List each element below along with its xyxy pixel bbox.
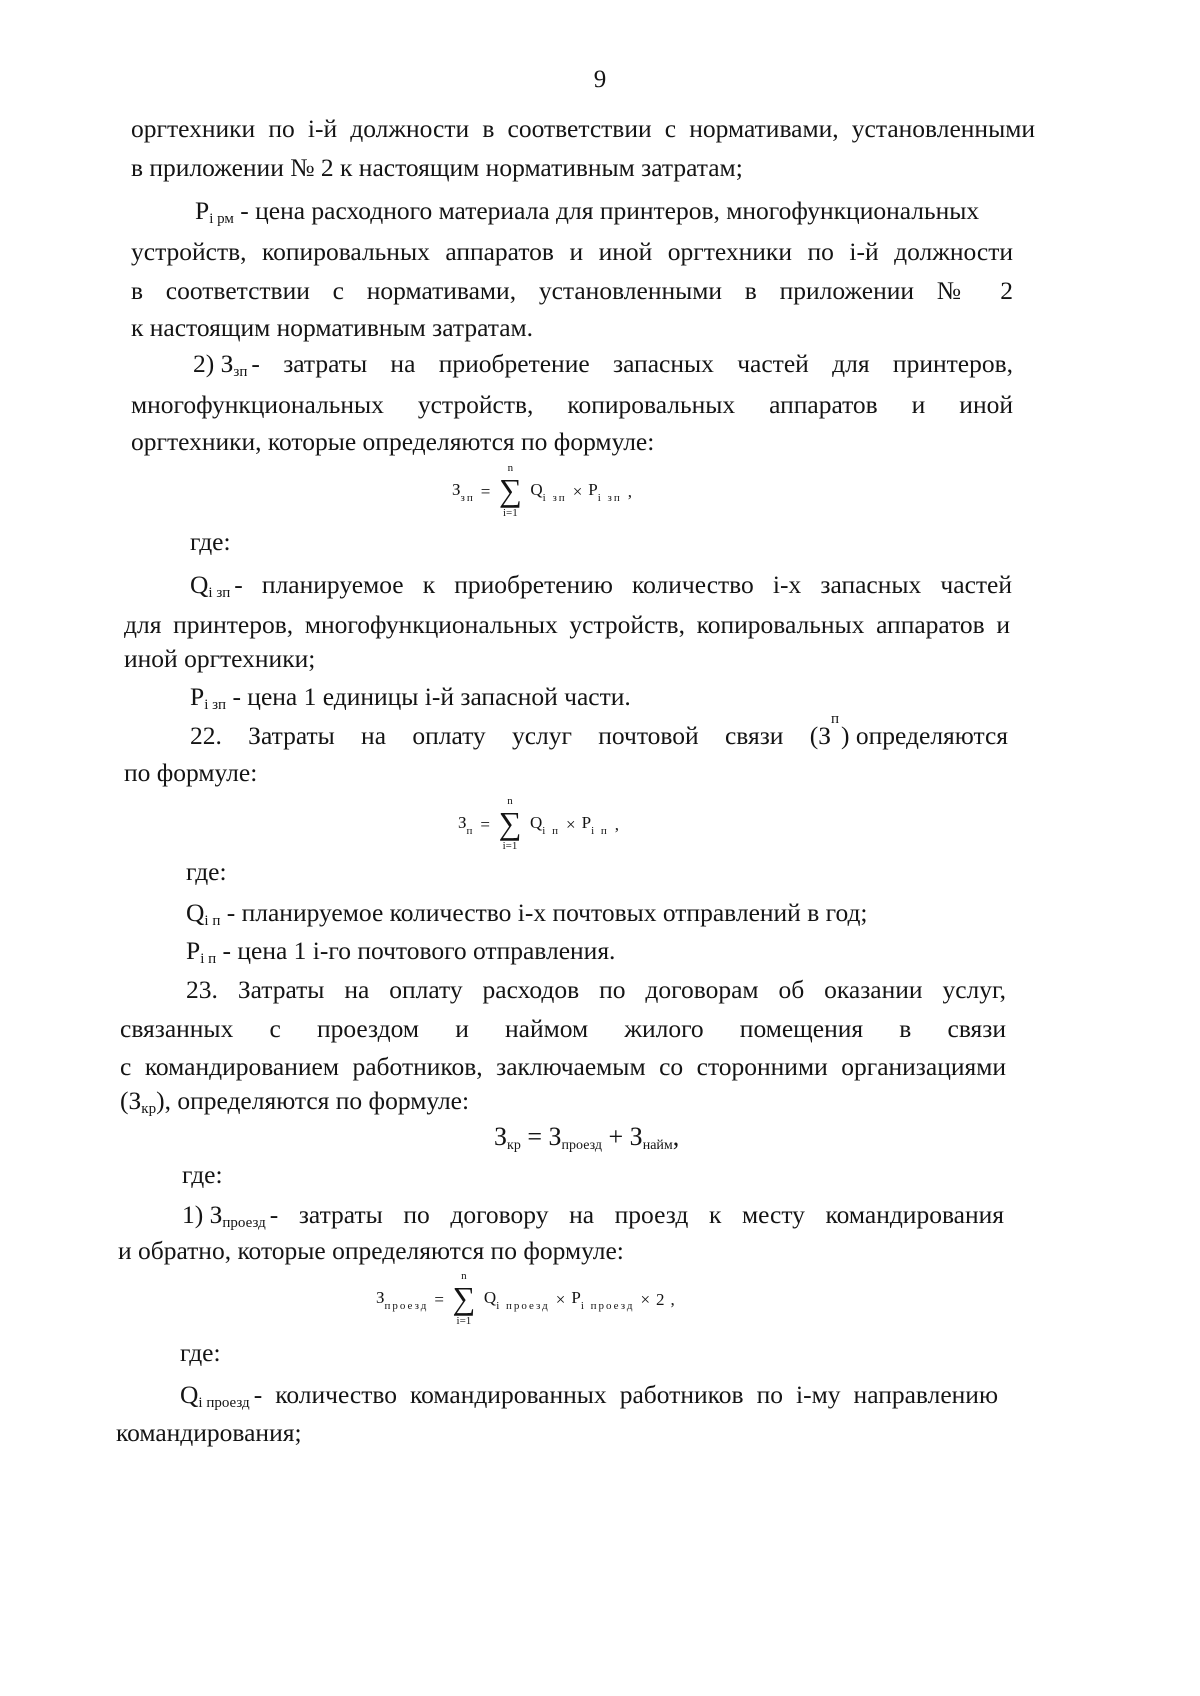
text-line: где: [186, 857, 227, 886]
formula-travel: $З_{проезд}$ = n ∑ i=1 $Q_{i проезд}$ × $P_{i проезд}$ × 2 , [376, 1270, 675, 1330]
text-line: где: [182, 1160, 223, 1189]
text-line: $P_{i п}$ - цена 1 i-го почтового отправления. [186, 936, 616, 967]
page-number: 9 [593, 66, 607, 93]
text-line: 23. Затраты на оплату расходов по договорам об оказании услуг, [186, 975, 1006, 1004]
formula-spare-parts: $З_{зп}$ = n ∑ i=1 $Q_{i зп}$ × $P_{i зп}$ , [452, 462, 632, 522]
text-line: 1) $З_{проезд}$ - затраты по договору на проезд к месту командирования [182, 1200, 1004, 1231]
text-line: командирования; [116, 1418, 302, 1447]
text-line: оргтехники, которые определяются по формуле: [131, 427, 655, 456]
text-line: где: [190, 527, 231, 556]
text-line: где: [180, 1338, 221, 1367]
text-line: по формуле: [124, 758, 258, 787]
text-line: к настоящим нормативным затратам. [131, 313, 534, 342]
text-line: с командированием работников, заключаемым со сторонними организациями [120, 1052, 1006, 1081]
sum-symbol: n ∑ i=1 [498, 795, 522, 852]
text-line: $Q_{i п}$ - планируемое количество i-х почтовых отправлений в год; [186, 898, 868, 929]
text-line: многофункциональных устройств, копировальных аппаратов и иной [131, 390, 1013, 419]
formula-travel-total: $З_{кр} = З_{проезд} + З_{найм}$, [494, 1122, 680, 1153]
text-line: в приложении № 2 к настоящим нормативным затратам; [131, 153, 743, 182]
sum-symbol: n ∑ i=1 [452, 1270, 476, 1327]
sum-symbol: n ∑ i=1 [498, 462, 522, 519]
text-line: $Q_{i зп}$ - планируемое к приобретению количество i-х запасных частей [190, 570, 1012, 601]
text-line: $P_{i рм}$ - цена расходного материала для принтеров, многофункциональных [195, 196, 980, 227]
text-line: оргтехники по i-й должности в соответствии с нормативами, установленными [131, 114, 1035, 143]
text-line: и обратно, которые определяются по формуле: [118, 1236, 624, 1265]
text-line: для принтеров, многофункциональных устройств, копировальных аппаратов и [124, 610, 1010, 639]
text-line: $Q_{i проезд}$ - количество командированных работников по i-му направлению [180, 1380, 998, 1411]
text-line: в соответствии с нормативами, установленными в приложении № 2 [131, 276, 1013, 305]
formula-postal: $З_п$ = n ∑ i=1 $Q_{i п}$ × $P_{i п}$ , [458, 795, 619, 855]
text-line: $P_{i зп}$ - цена 1 единицы i-й запасной части. [190, 682, 631, 713]
text-line: связанных с проездом и наймом жилого помещения в связи [120, 1014, 1006, 1043]
text-line: 2) $З_{зп}$ - затраты на приобретение запасных частей для принтеров, [193, 349, 1013, 380]
text-line: 22. Затраты на оплату услуг почтовой связи (З п ) определяются [190, 711, 1008, 750]
text-line: устройств, копировальных аппаратов и иной оргтехники по i-й должности [131, 237, 1013, 266]
text-line: иной оргтехники; [124, 644, 316, 673]
text-line: $(З_{кр})$, определяются по формуле: [120, 1086, 470, 1117]
